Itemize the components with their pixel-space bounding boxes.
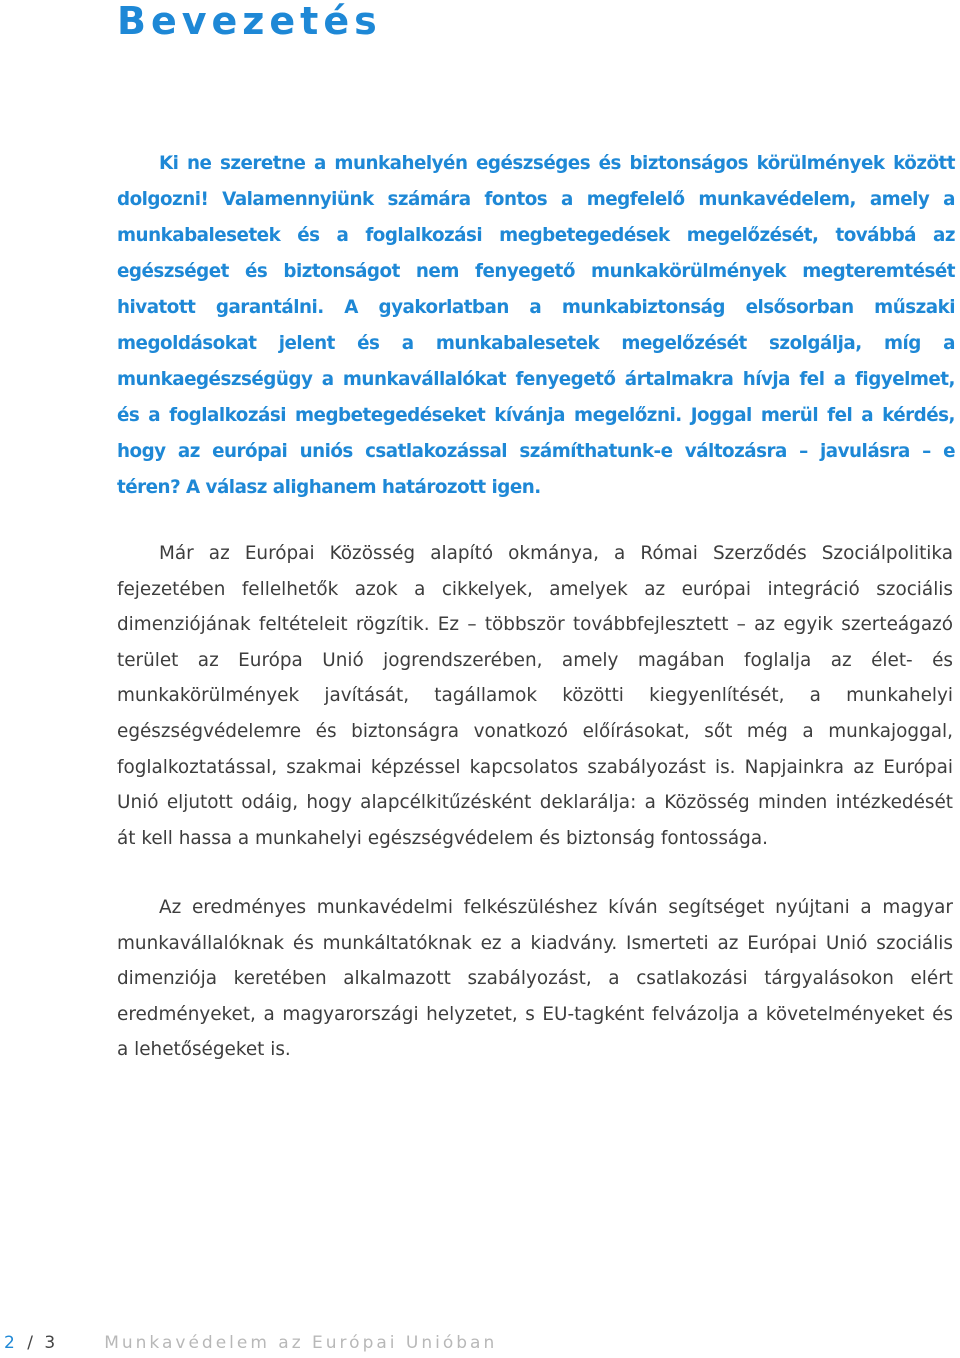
- intro-paragraph: Ki ne szeretne a munkahelyén egészséges és biztonságos körülmények között dolgozni! Valamennyiünk számára fontos a megfelelő munkavédelem, amely a munkabalesetek és a foglalkozási megbetegedések megelőzését, továbbá az egészséget és biztonságot nem fenyegető munkakörülmények megteremtését hivatott garantálni. A gyakorlatban a munkabiztonság elsősorban műszaki megoldásokat jelent és a munkabalesetek megelőzését szolgálja, míg a munkaegészségügy a munkavállalókat fenyegető ártalmakra hívja fel a figyelmet, és a foglalkozási megbetegedéseket kívánja megelőzni. Joggal merül fel a kérdés, hogy az európai uniós csatlakozással számíthatunk-e változásra – javulásra – e téren? A válasz alighanem határozott igen.: [117, 153, 955, 498]
- page-total: 3: [44, 1333, 59, 1353]
- publication-title: Munkavédelem az Európai Unióban: [104, 1333, 498, 1353]
- body-paragraph-2: Az eredményes munkavédelmi felkészüléshez kíván segítséget nyújtani a magyar munkavállalóknak és munkáltatóknak ez a kiadvány. Ismerteti az Európai Unió szociális dimenziója keretében alkalmazott szabályozást, a csatlakozási tárgyalásokon elért eredményeket, a magyarországi helyzetet, s EU-tagként felvázolja a követelményeket és a lehetőségeket is.: [117, 897, 953, 1061]
- body-paragraph-1: Már az Európai Közösség alapító okmánya, a Római Szerződés Szociálpolitika fejezetében fellelhetők azok a cikkelyek, amelyek az európai integráció szociális dimenziójának feltételeit rögzítik. Ez – többször továbbfejlesztett – az egyik szerteágazó terület az Európa Unió jogrendszerében, amely magában foglalja az élet- és munkakörülmények javítását, tagállamok közötti kiegyenlítését, a munkahelyi egészségvédelemre és biztonságra vonatkozó előírásokat, sőt még a munkajoggal, foglalkoztatással, szakmai képzéssel kapcsolatos szabályozást is. Napjainkra az Európai Unió eljutott odáig, hogy alapcélkitűzésként deklarálja: a Közösség minden intézkedését át kell hassa a munkahelyi egészségvédelem és biztonság fontossága.: [117, 543, 953, 849]
- page-number-separator: /: [18, 1333, 45, 1353]
- page-footer: [4, 1330, 497, 1356]
- page-title: Bevezetés: [117, 0, 382, 43]
- page-number: 2: [4, 1333, 19, 1353]
